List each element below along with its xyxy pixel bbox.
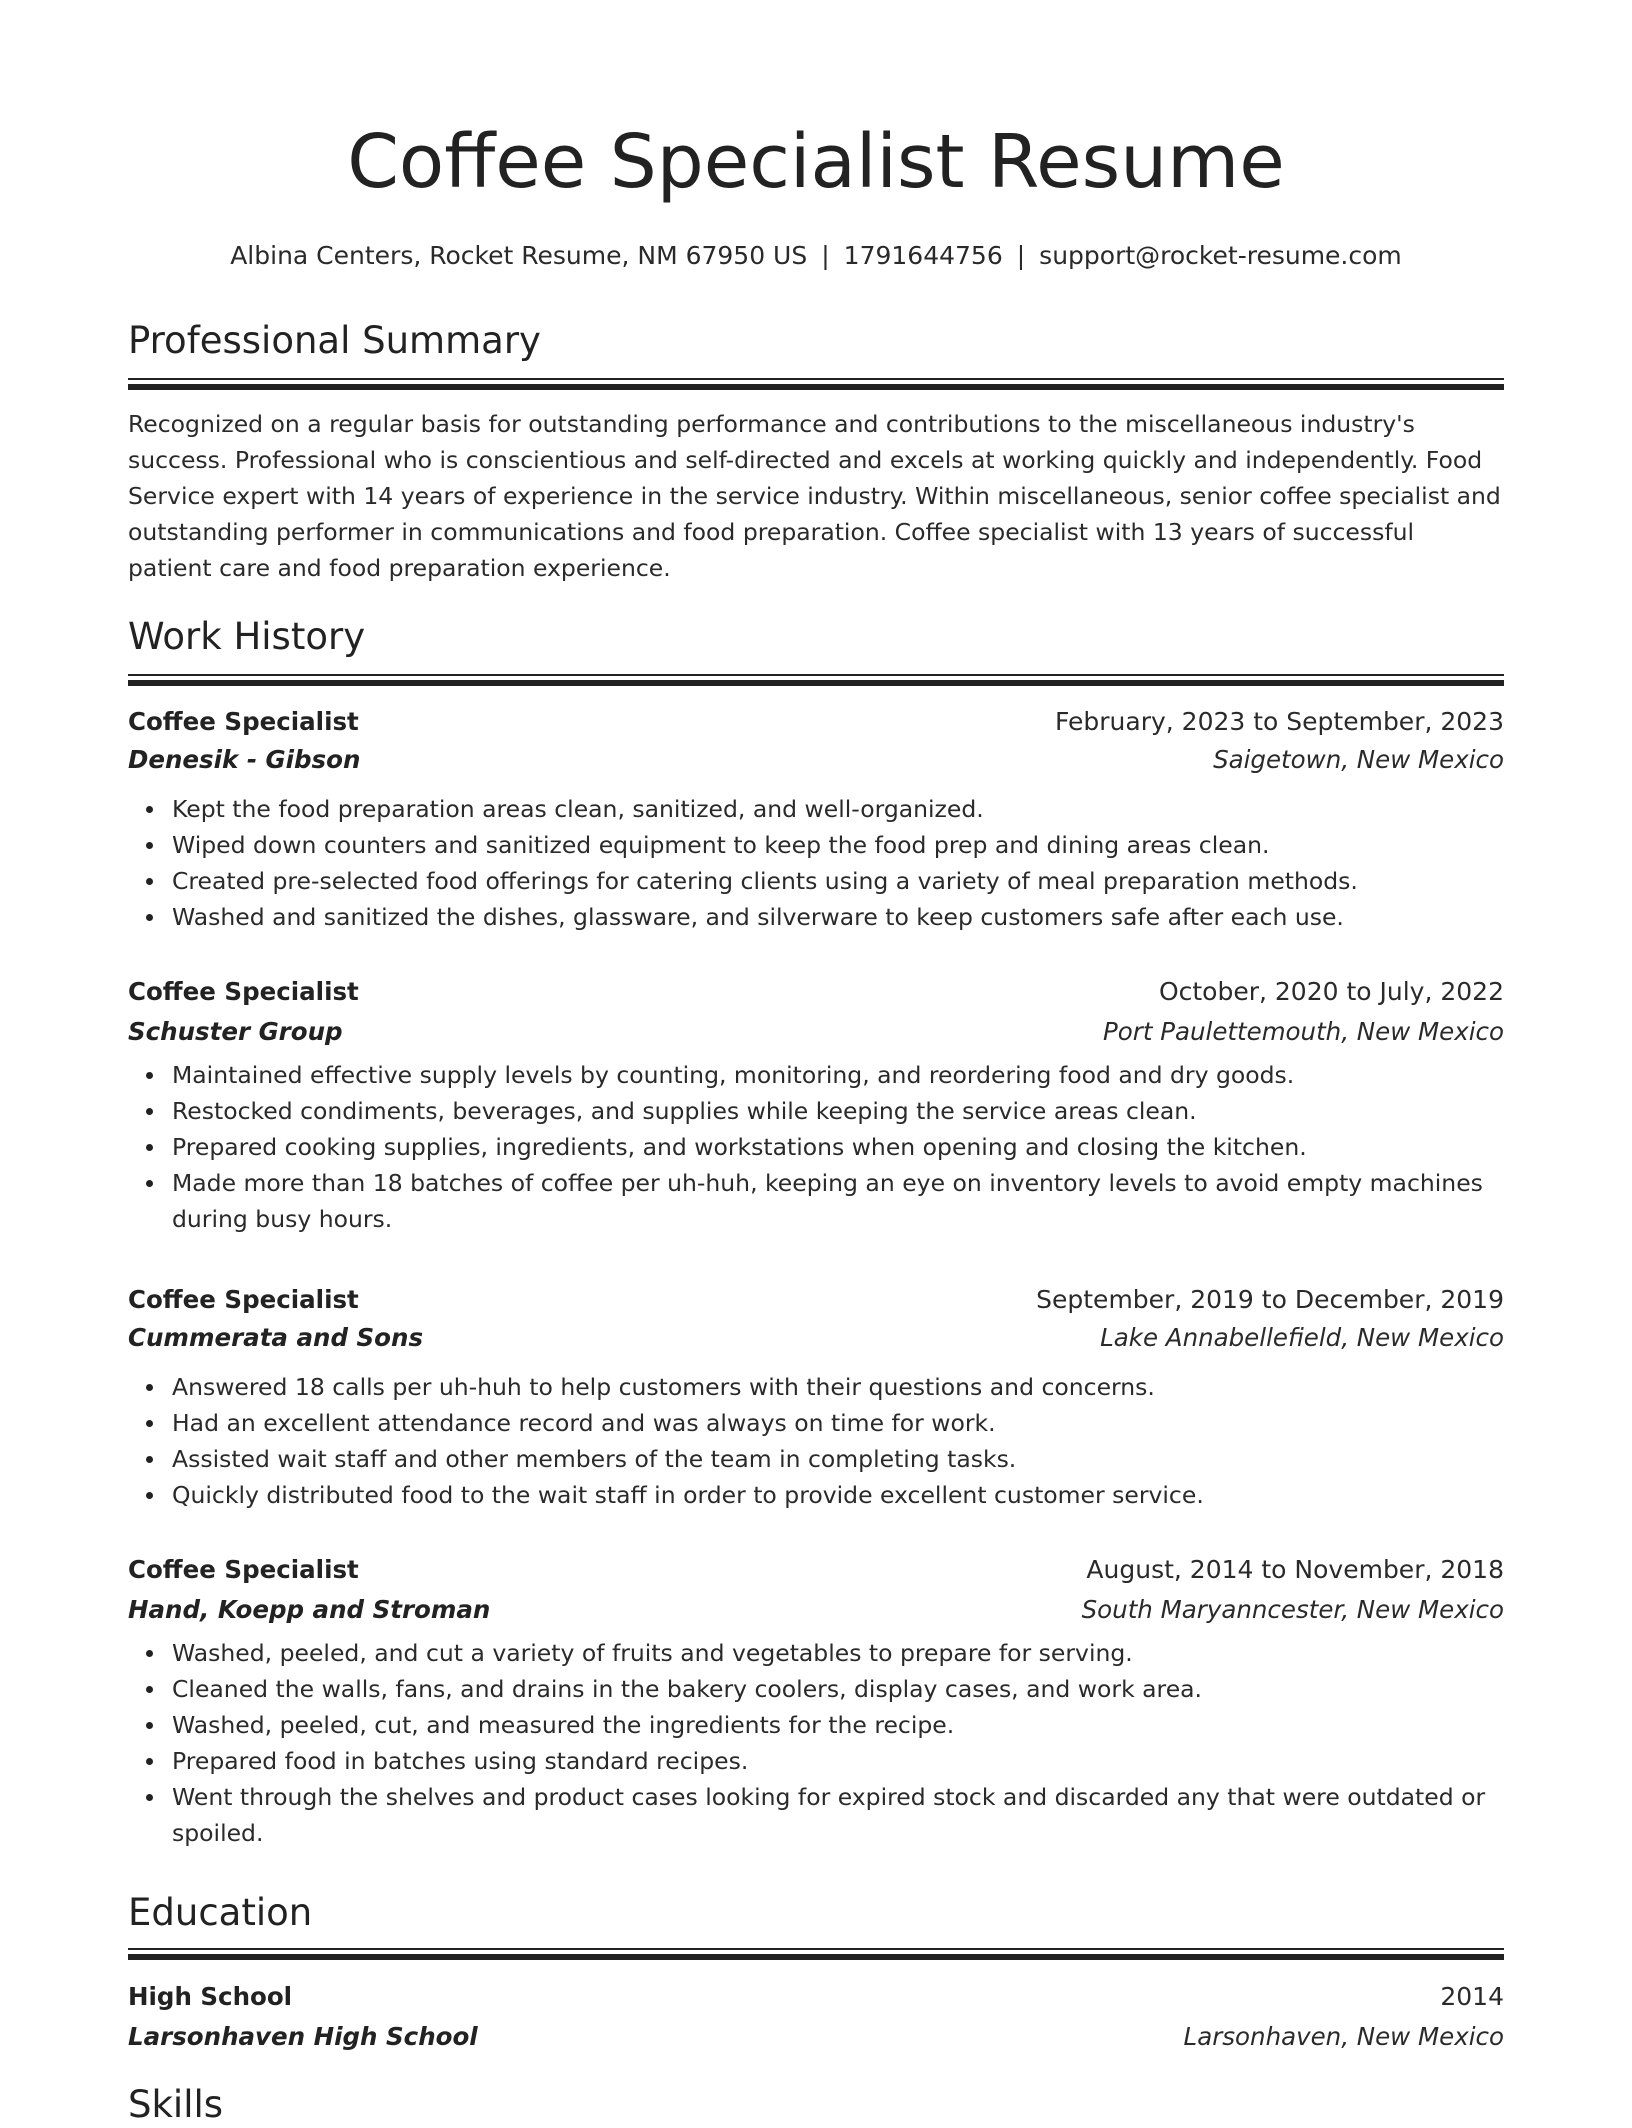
- section-divider: [128, 1948, 1504, 1950]
- job-title: Coffee Specialist: [128, 707, 359, 736]
- job-dates: October, 2020 to July, 2022: [1158, 977, 1504, 1006]
- section-heading-education: [128, 1890, 1504, 1936]
- job-title: Coffee Specialist: [128, 1285, 359, 1314]
- list-item: Assisted wait staff and other members of the team in completing tasks.: [128, 1441, 1504, 1477]
- list-item: Restocked condiments, beverages, and supplies while keeping the service areas clean.: [128, 1093, 1504, 1129]
- section-heading-work-history: [128, 614, 1504, 660]
- list-item: Made more than 18 batches of coffee per uh-huh, keeping an eye on inventory levels to avoid empty machines during busy hours.: [128, 1165, 1504, 1237]
- job-location: Saigetown, New Mexico: [1213, 745, 1504, 774]
- job-company: Denesik - Gibson: [128, 745, 361, 774]
- contact-line: [128, 240, 1504, 272]
- job-company: Schuster Group: [128, 1017, 343, 1046]
- list-item: Prepared cooking supplies, ingredients, and workstations when opening and closing the kitchen.: [128, 1129, 1504, 1165]
- section-title: Skills: [128, 2083, 224, 2126]
- list-item: Answered 18 calls per uh-huh to help customers with their questions and concerns.: [128, 1369, 1504, 1405]
- job-company: Hand, Koepp and Stroman: [128, 1595, 491, 1624]
- contact-phone: 1791644756: [843, 241, 1003, 270]
- job-bullets: [128, 1635, 1504, 1851]
- job-dates: August, 2014 to November, 2018: [1086, 1555, 1504, 1584]
- contact-email[interactable]: support@rocket-resume.com: [1039, 241, 1402, 270]
- section-title: Education: [128, 1891, 313, 1934]
- list-item: Created pre-selected food offerings for catering clients using a variety of meal preparation methods.: [128, 863, 1504, 899]
- section-divider: [128, 1954, 1504, 1960]
- section-divider: [128, 384, 1504, 390]
- contact-address: Albina Centers, Rocket Resume, NM 67950 US: [230, 241, 808, 270]
- job-bullets: [128, 1369, 1504, 1513]
- job-dates: September, 2019 to December, 2019: [1036, 1285, 1504, 1314]
- list-item: Quickly distributed food to the wait staff in order to provide excellent customer service.: [128, 1477, 1504, 1513]
- job-location: Port Paulettemouth, New Mexico: [1102, 1017, 1504, 1046]
- list-item: Washed, peeled, cut, and measured the ingredients for the recipe.: [128, 1707, 1504, 1743]
- section-title: Work History: [128, 615, 366, 658]
- education-school: Larsonhaven High School: [128, 2022, 478, 2051]
- contact-separator: |: [1016, 241, 1026, 270]
- job-entry: [128, 703, 1504, 935]
- education-degree: High School: [128, 1982, 293, 2011]
- job-entry: [128, 1281, 1504, 1513]
- education-entry: [128, 1978, 1504, 2056]
- job-bullets: [128, 1057, 1504, 1237]
- job-bullets: [128, 791, 1504, 935]
- job-location: South Maryanncester, New Mexico: [1081, 1595, 1504, 1624]
- job-title: Coffee Specialist: [128, 1555, 359, 1584]
- job-entry: [128, 1551, 1504, 1851]
- resume-title: Coffee Specialist Resume: [347, 119, 1285, 205]
- job-entry: [128, 973, 1504, 1237]
- section-divider: [128, 378, 1504, 380]
- summary-text: Recognized on a regular basis for outstanding performance and contributions to the miscellaneous industry's success. Professional who is conscientious and self-directed and excels at working quickly and independently. Food Service expert with 14 years of experience in the service industry. Within miscellaneous, senior coffee specialist and outstanding performer in communications and food preparation. Coffee specialist with 13 years of successful patient care and food preparation experience.: [128, 410, 1501, 582]
- education-year: 2014: [1440, 1982, 1504, 2011]
- section-heading-skills: [128, 2082, 1504, 2128]
- list-item: Kept the food preparation areas clean, sanitized, and well-organized.: [128, 791, 1504, 827]
- list-item: Washed, peeled, and cut a variety of fruits and vegetables to prepare for serving.: [128, 1635, 1504, 1671]
- section-title: Professional Summary: [128, 319, 541, 362]
- education-location: Larsonhaven, New Mexico: [1183, 2022, 1504, 2051]
- job-title: Coffee Specialist: [128, 977, 359, 1006]
- section-heading-summary: [128, 318, 1504, 364]
- contact-separator: |: [821, 241, 830, 270]
- list-item: Went through the shelves and product cases looking for expired stock and discarded any that were outdated or spoiled.: [128, 1779, 1504, 1851]
- section-divider: [128, 674, 1504, 676]
- list-item: Prepared food in batches using standard recipes.: [128, 1743, 1504, 1779]
- list-item: Cleaned the walls, fans, and drains in the bakery coolers, display cases, and work area.: [128, 1671, 1504, 1707]
- list-item: Maintained effective supply levels by counting, monitoring, and reordering food and dry goods.: [128, 1057, 1504, 1093]
- job-dates: February, 2023 to September, 2023: [1055, 707, 1504, 736]
- list-item: Had an excellent attendance record and was always on time for work.: [128, 1405, 1504, 1441]
- section-divider: [128, 680, 1504, 686]
- job-location: Lake Annabellefield, New Mexico: [1100, 1323, 1504, 1352]
- list-item: Washed and sanitized the dishes, glassware, and silverware to keep customers safe after each use.: [128, 899, 1504, 935]
- job-company: Cummerata and Sons: [128, 1323, 424, 1352]
- list-item: Wiped down counters and sanitized equipment to keep the food prep and dining areas clean.: [128, 827, 1504, 863]
